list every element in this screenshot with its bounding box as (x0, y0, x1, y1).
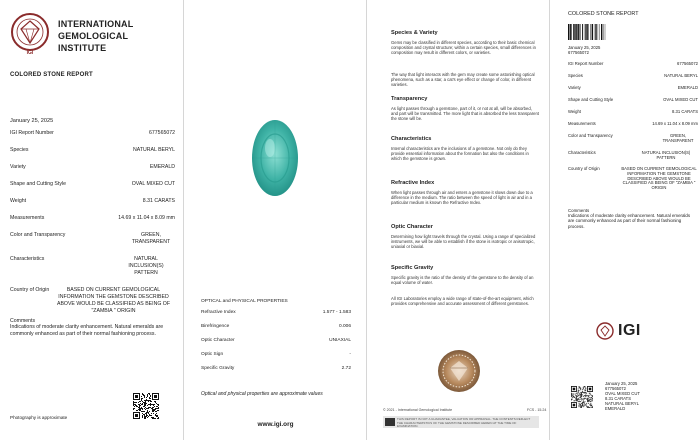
properties-note: Optical and physical properties are approximate values (201, 391, 323, 397)
glossary-species: Species & Variety Gems may be classified in different species, according to their basic chemical composition and crystal structure; within a certain species, small differences in composition may result in different colors, or varieties. (391, 30, 536, 56)
glossary-equipment: All IGI Laboratories employ a wide range of state-of-the-art equipment, which provides comprehensive and accurate assessment of different gemstones. (391, 296, 534, 307)
summary-panel (549, 0, 700, 440)
photo-properties-panel (183, 0, 366, 440)
glossary-characteristics: Characteristics Internal characteristics are the inclusions of a gemstone. Not only do they provide essential information about the formation but also the conditions in which the gemstone is grown. (391, 136, 529, 162)
summary-origin: Country of Origin BASED ON CURRENT GEMOLOGICAL INFORMATION THE GEMSTONE DESCRIBED ABOVE WOULD BE CLASSIFIED AS BEING OF "ZAMBIA " ORIGIN (568, 166, 697, 191)
igi-crest-logo-icon (10, 12, 50, 56)
report-row-species: Species NATURAL BERYL (10, 147, 175, 153)
stub-details: January 25, 2025 677565072 OVAL MIXED CUT 8.31 CARATS NATURAL BERYL EMERALD (605, 381, 640, 412)
property-row: Specific Gravity 2.72 (201, 366, 351, 371)
report-front-panel (0, 0, 183, 440)
igi-brand-text: IGI (618, 322, 641, 339)
summary-date-number: January 25, 2025 677565072 (568, 45, 601, 55)
form-code: FCS - 15.24 (527, 408, 547, 412)
optical-properties-table (201, 310, 351, 380)
emerald-photo (250, 118, 300, 198)
glossary-phenomena: The way that light interacts with the gem may create some astonishing optical phenomena, such as a star, a cat's eye effect or change of color, in different varieties. (391, 72, 535, 88)
property-row: Optic Character UNIAXIAL (201, 338, 351, 343)
glossary-specific-gravity: Specific Gravity Specific gravity is the ratio of the density of the gemstone to the density of an equal volume of water. (391, 265, 534, 286)
property-row: Optic Sign - (201, 352, 351, 357)
summary-row: Measurements 14.69 x 11.04 x 8.09 mm (568, 121, 698, 126)
report-date: January 25, 2025 (10, 118, 54, 124)
report-row-measurements: Measurements 14.69 x 11.04 x 8.09 mm (10, 215, 175, 221)
glossary-transparency: Transparency As light passes through a gemstone, part of it, or not at all, will be absorbed, and part will be transmitted. The more light that is absorbed the less transparent the stone will be. (391, 96, 539, 122)
disclaimer-box (383, 416, 539, 428)
photo-note: Photography is approximate (10, 415, 68, 420)
property-row: Refractive Index 1.577 - 1.583 (201, 310, 351, 315)
report-row-weight: Weight 8.31 CARATS (10, 198, 175, 204)
website-link[interactable]: www.igi.org (257, 421, 294, 428)
summary-row: Variety EMERALD (568, 85, 698, 90)
comments-text: Indications of moderate clarity enhancement. Natural emeralds are commonly enhanced as part of their normal fashioning process. (10, 324, 164, 337)
barcode-icon (568, 24, 606, 40)
report-row-characteristics: Characteristics NATURAL INCLUSION(S) PATTERN (10, 256, 164, 276)
glossary-panel (366, 0, 549, 440)
organization-name: INTERNATIONAL GEMOLOGICAL INSTITUTE (58, 19, 134, 53)
summary-title: COLORED STONE REPORT (568, 11, 639, 17)
summary-details (568, 61, 698, 191)
report-row-origin: Country of Origin BASED ON CURRENT GEMOLOGICAL INFORMATION THE GEMSTONE DESCRIBED ABOVE WOULD BE CLASSIFIED AS BEING OF "ZAMBIA " ORIGIN (10, 287, 170, 314)
qr-code-icon[interactable] (571, 386, 593, 408)
igi-hologram-seal-icon (437, 349, 481, 393)
summary-row: IGI Report Number 677565072 (568, 61, 698, 66)
optical-properties-title: OPTICAL and PHYSICAL PROPERTIES (201, 299, 288, 304)
comments-label: Comments (10, 318, 36, 324)
report-title: COLORED STONE REPORT (10, 72, 93, 78)
summary-row: Weight 8.31 CARATS (568, 109, 698, 114)
copyright-text: © 2021 - International Gemological Institute (383, 408, 453, 412)
qr-code-icon[interactable] (133, 393, 159, 419)
report-row-variety: Variety EMERALD (10, 164, 175, 170)
report-row-shape: Shape and Cutting Style OVAL MIXED CUT (10, 181, 175, 187)
summary-comments: Comments Indications of moderate clarity enhancement. Natural emeralds are commonly enhanced as part of their normal fashioning process. (568, 208, 691, 229)
comments-section (10, 318, 175, 337)
disclaimer-mark (385, 418, 395, 426)
disclaimer-text: THIS REPORT IS NOT A GUARANTEE, VALUATION OR APPRAISAL. THE CONTENTS REFLECT THE CHARACTERISTICS OF THE GEMSTONE DESCRIBED HEREIN AT THE TIME OF EXAMINATION. (397, 417, 531, 429)
summary-row: Color and Transparency GREEN, TRANSPARENT (568, 133, 694, 143)
glossary-refractive-index: Refractive Index When light passes through air and enters a gemstone it slows down due to a difference in the medium. The ratio between the speed of light in air and in a particular medium is known the Refractive Index. (391, 180, 533, 206)
summary-row: Shape and Cutting Style OVAL MIXED CUT (568, 97, 698, 102)
summary-row: Species NATURAL BERYL (568, 73, 698, 78)
report-row-color: Color and Transparency GREEN, TRANSPARENT (10, 232, 171, 245)
logo-letters: IGI (26, 50, 34, 56)
igi-crest-small-icon (596, 322, 614, 340)
glossary-optic-character: Optic Character Determining how light travels through the crystal. Using a range of specialized instruments, we will be able to establish if the stone is isotropic or anisotropic, uniaxial or biaxial. (391, 224, 536, 250)
report-row-number: IGI Report Number 677565072 (10, 130, 175, 136)
property-row: Birefringence 0.006 (201, 324, 351, 329)
igi-brand-logo (596, 322, 641, 340)
report-details (10, 130, 175, 315)
summary-row: Characteristics NATURAL INCLUSION(S) PATTERN (568, 150, 691, 160)
